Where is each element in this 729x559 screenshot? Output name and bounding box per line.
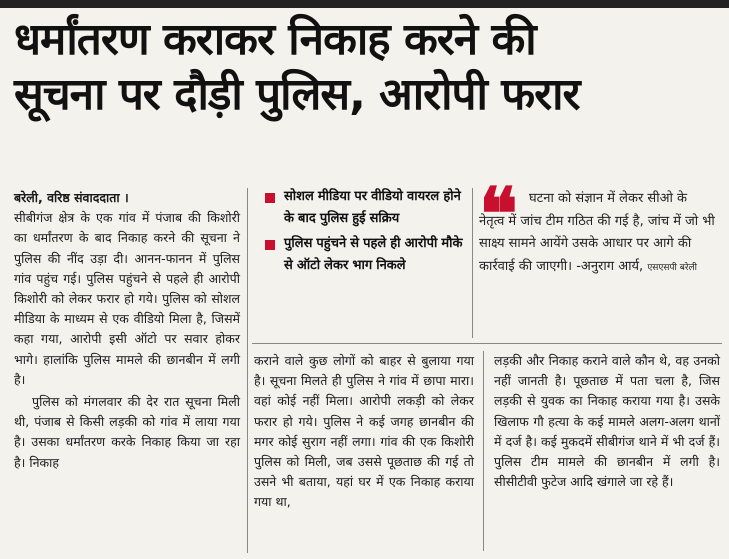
column1-paragraph-2: पुलिस को मंगलवार की देर रात सूचना मिली थी, पंजाब से किसी लड़की को गांव में लाया गया है। उसका धर्मांतरण करके निकाह किया जा रहा है। निकाह	[14, 394, 240, 470]
dateline: बरेली, वरिष्ठ संवाददाता ।	[14, 190, 129, 205]
highlights-box	[262, 186, 467, 280]
highlight-text: पुलिस पहुंचने से पहले ही आरोपी मौके से ऑटो लेकर भाग निकले	[284, 236, 463, 273]
column-divider	[472, 188, 473, 338]
pull-quote	[479, 171, 719, 342]
headline	[14, 12, 722, 122]
column3-text: लड़की और निकाह कराने वाले कौन थे, वह उनको नहीं जानती है। पूछताछ में पता चला है, जिस लड़की से युवक का निकाह कराया गया है। उसके खिलाफ गौ हत्या के कई मामले अलग-अलग थानों में दर्ज है। कई मुकदमें सीबीगंज थाने में भी दर्ज हैं। पुलिस टीम मामले की छानबीन में लगी है। सीसीटीवी फुटेज आदि खंगाले जा रहे हैं।	[494, 353, 720, 490]
square-bullet-icon	[265, 240, 275, 250]
top-strip	[0, 0, 729, 8]
column-divider	[483, 351, 484, 551]
quote-text: घटना को संज्ञान में लेकर सीओ के नेतृत्व में जांच टीम गठित की गई है, जांच में जो भी साक्ष्य सामने आयेंगे उसके आधार पर आगे की कार्रवाई की जाएगी। -अनुराग	[479, 191, 715, 274]
article-column-3	[494, 351, 720, 492]
headline-line-2: सूचना पर दौड़ी पुलिस, आरोपी फरार	[14, 69, 580, 120]
highlight-item	[262, 186, 467, 229]
quote-mark-icon: ❝	[479, 171, 518, 256]
article-column-2	[254, 351, 474, 513]
quote-author-designation: एसएसपी बरेली	[647, 262, 697, 273]
headline-line-1: धर्मांतरण कराकर निकाह करने की	[14, 14, 536, 65]
article-column-1	[14, 188, 240, 473]
column1-paragraph-1: सीबीगंज क्षेत्र के एक गांव में पंजाब की किशोरी का धर्मांतरण के बाद निकाह करने की सूचना ने पुलिस की नींद उड़ा दी। आनन-फानन में पुलिस गांव पहुंच गई। पुलिस पहुंचने से पहले ही आरोपी किशोरी को लेकर फरार हो गये। पुलिस को सोशल मीडिया के माध्यम से एक वीडियो मिला है, जिसमें कहा गया, आरोपी इसी ऑटो पर सवार होकर भागे। हालांकि पुलिस मामले की छानबीन में लगी है।	[14, 210, 240, 387]
column2-text: कराने वाले कुछ लोगों को बाहर से बुलाया गया है। सूचना मिलते ही पुलिस ने गांव में छापा मारा। वहां कोई नहीं मिला। आरोपी लकड़ी को लेकर फरार हो गये। पुलिस ने कई जगह छानबीन की मगर कोई सुराग नहीं लगा। गांव की एक किशोरी पुलिस को मिली, जब उससे पूछताछ की गई तो उसने भी बताया, यहां घर में एक निकाह कराया गया था,	[254, 353, 474, 510]
highlight-item	[262, 233, 467, 276]
horizontal-divider	[252, 343, 722, 344]
quote-author-name: आर्य,	[618, 258, 644, 274]
column-divider	[247, 188, 248, 553]
highlight-text: सोशल मीडिया पर वीडियो वायरल होने के बाद पुलिस हुई सक्रिय	[284, 189, 461, 226]
square-bullet-icon	[265, 193, 275, 203]
